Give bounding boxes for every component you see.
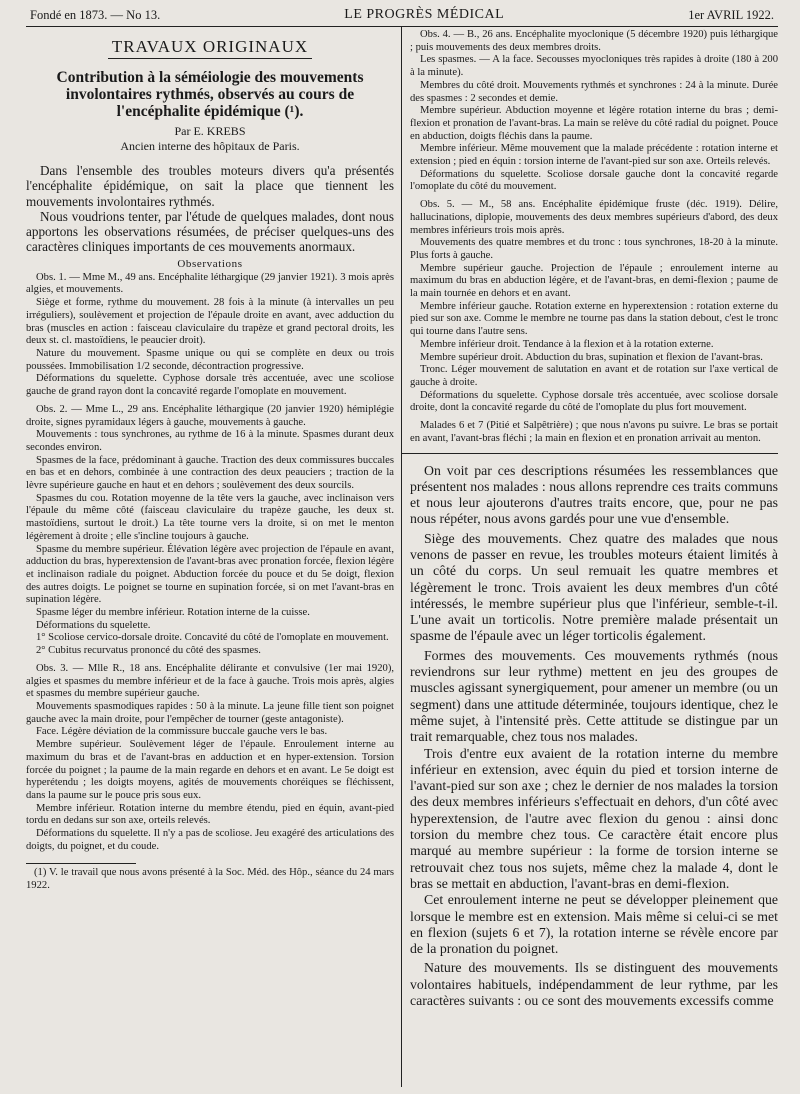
intro-paragraph-1: Dans l'ensemble des troubles moteurs divers qu'a présentés l'encéphalite épidémique, on sait la place que tiennent les mouvements involontaires rythmés. xyxy=(26,163,394,209)
obs5-line: Mouvements des quatre membres et du tronc : tous synchrones, 18-20 à la minute. Plus forts à gauche. xyxy=(410,237,778,261)
author: Par E. KREBS xyxy=(174,124,246,138)
right-column xyxy=(402,27,778,1087)
obs4-line: Membre inférieur. Même mouvement que la malade précédente : rotation interne et extension ; pied en équin : torsion interne de l'avant-pied sur son axe. Orteils relevés. xyxy=(410,143,778,168)
obs4-line: Les spasmes. — A la face. Secousses myocloniques très rapides à droite (180 à 200 à la minute). xyxy=(410,54,778,79)
header-journal-name: LE PROGRÈS MÉDICAL xyxy=(344,7,505,22)
obs2-line: Spasmes du cou. Rotation moyenne de la tête vers la gauche, avec inclinaison vers l'épaule du même côté (faisceau claviculaire du trapèze gauche, les deux st. mastoïdiens, surtout le droit.) La tête tourne vers la droite, si on met le menton légèrement à droite ; elle s'incline toujours à gauche. xyxy=(26,492,394,542)
obs2-line: Spasme du membre supérieur. Élévation légère avec projection de l'épaule en avant, adduction du bras, hyperextension de l'avant-bras avec pronation forcée, flexion légère et inclinaison radiale du poignet. Abduction forcée du pouce et du 5e doigt, flexion des autres doigts. Le poignet se tourne en supination forcée, si on met l'avant-bras en supination légère. xyxy=(26,543,394,606)
obs1-line: Déformations du squelette. Cyphose dorsale très accentuée, avec une scoliose gauche de grand rayon dont la concavité regarde l'omoplate en mouvement. xyxy=(26,373,394,398)
section-divider xyxy=(402,453,778,454)
obs3-line: Mouvements spasmodiques rapides : 50 à la minute. La jeune fille tient son poignet gauche avec la main droite, pour l'empêcher de tourner (geste antagoniste). xyxy=(26,700,394,725)
obs1-line: Siège et forme, rythme du mouvement. 28 fois à la minute (à intervalles un peu irréguliers), soulèvement et projection de l'épaule droite en avant, avec adduction du bras (muscles en action : faisceau claviculaire du trapèze et grand pectoral droits, les deux st. cl. mastoïdiens, le peaucier droit). xyxy=(26,297,394,347)
page-header xyxy=(26,6,778,23)
body-paragraph: Nature des mouvements. Ils se distinguent des mouvements volontaires habituels, indépendamment de leur rythme, par les caractères suivants : ou ce sont des mouvements excessifs comme xyxy=(410,960,778,1008)
obs2-line: 1° Scoliose cervico-dorsale droite. Concavité du côté de l'omoplate en mouvement. xyxy=(36,632,389,644)
obs2-line: 2° Cubitus recurvatus prononcé du côté des spasmes. xyxy=(36,645,261,657)
author-title: Ancien interne des hôpitaux de Paris. xyxy=(120,139,300,153)
obs2-line: Obs. 2. — Mme L., 29 ans. Encéphalite léthargique (20 janvier 1920) hémiplégie droite, signes pyramidaux légers à gauche, mouvements à gauche. xyxy=(26,403,394,428)
body-paragraph: Trois d'entre eux avaient de la rotation interne du membre inférieur en extension, avec équin du pied et torsion interne de l'avant-pied sur son axe ; chez le dernier de nos malades la torsion des deux membres inférieurs s'effectuait en dehors, d'un côté avec hyperextension, de l'autre avec flexion du genou : ainsi donc torsion du membre chez tous. Ce caractère était encore plus marqué au membre supérieur : la forme de torsion interne se retrouvait chez tous nos sujets, même chez la malade 4, dont le bras se mettait en abduction, l'avant-bras en demi-flexion. xyxy=(410,745,778,891)
obs3-line: Membre inférieur. Rotation interne du membre étendu, pied en équin, avant-pied tordu en dedans sur son axe, orteils relevés. xyxy=(26,802,394,827)
obs3-line: Obs. 3. — Mlle R., 18 ans. Encéphalite délirante et convulsive (1er mai 1920), algies et spasmes du membre inférieur et de la face à gauche. Trois mois après, algies et spasmes du membre supérieur gauche. xyxy=(26,662,394,700)
obs5-line: Membre inférieur droit. Tendance à la flexion et à la rotation externe. xyxy=(420,338,714,350)
obs5-line: Obs. 5. — M., 58 ans. Encéphalite épidémique fruste (déc. 1919). Délire, hallucinations, diplopie, mouvements des deux membres supérieurs d'abord, des deux membres inférieurs trois mois après. xyxy=(410,199,778,236)
body-paragraph: Siège des mouvements. Chez quatre des malades que nous venons de passer en revue, les troubles moteurs étaient limités à un côté du corps. Un seul remuait les quatre membres et légèrement le tronc. Trois avaient les deux membres d'un côté intéressés, le membre supérieur plus que l'inférieur, semble-t-il. L'une avait un torticolis. Notre première malade présentait un spasme de l'épaule avec un léger torticolis également. xyxy=(410,530,778,644)
obs5-line: Membre supérieur droit. Abduction du bras, supination et flexion de l'avant-bras. xyxy=(420,351,763,363)
body-paragraph: On voit par ces descriptions résumées les ressemblances que présentent nos malades : nous allons reprendre ces traits communs et nous leur ajouterons d'autres traits encore, que, pour ne pas nous répéter, nous avons gardés pour une vue d'ensemble. xyxy=(410,462,778,527)
obs4-line: Déformations du squelette. Scoliose dorsale gauche dont la concavité regarde l'omoplate du côté du mouvement. xyxy=(410,168,778,193)
columns xyxy=(26,27,778,1087)
footnote-rule xyxy=(26,863,136,864)
obs4-line: Membres du côté droit. Mouvements rythmés et synchrones : 24 à la minute. Durée des spasmes : 2 secondes et demie. xyxy=(410,79,778,104)
obs1-line: Nature du mouvement. Spasme unique ou qui se complète en deux ou trois poussées. Immobilisation 1/2 seconde, décontraction progressive. xyxy=(26,348,394,372)
obs2-line: Mouvements : tous synchrones, au rythme de 16 à la minute. Spasmes durant deux secondes environ. xyxy=(26,429,394,453)
obs3-line: Déformations du squelette. Il n'y a pas de scoliose. Jeu exagéré des articulations des doigts, du poignet, et du coude. xyxy=(26,828,394,852)
malades-6-7: Malades 6 et 7 (Pitié et Salpêtrière) ; que nous n'avons pu suivre. Le bras se portait en avant, l'avant-bras fléchi ; la main en flexion et en pronation arrivait au menton. xyxy=(410,420,778,444)
obs4-line: Obs. 4. — B., 26 ans. Encéphalite myoclonique (5 décembre 1920) puis léthargique ; puis mouvements des deux membres droits. xyxy=(410,29,778,53)
obs2-line: Spasmes de la face, prédominant à gauche. Traction des deux commissures buccales en bas et en dehors, combinée à une contraction des deux peauciers ; traction de la lèvre supérieure gauche en haut et en dehors ; soulèvement des deux sourcils. xyxy=(26,454,394,492)
header-founded: Fondé en 1873. — No 13. xyxy=(30,8,161,22)
obs3-line: Face. Légère déviation de la commissure buccale gauche vers le bas. xyxy=(36,726,328,738)
obs5-line: Membre inférieur gauche. Rotation externe en hyperextension : rotation externe du pied sur son axe. Comme le membre ne tourne pas dans la station debout, c'est le tronc qui tourne dans l'autre sens. xyxy=(410,300,778,338)
obs2-line: Déformations du squelette. xyxy=(36,619,151,631)
observations-heading: Observations xyxy=(177,257,243,270)
obs1-line: Obs. 1. — Mme M., 49 ans. Encéphalite léthargique (29 janvier 1921). 3 mois après algies, et mouvements. xyxy=(26,271,394,296)
obs5-line: Tronc. Léger mouvement de salutation en avant et de rotation sur l'axe vertical de gauche à droite. xyxy=(410,364,778,388)
intro-paragraph-2: Nous voudrions tenter, par l'étude de quelques malades, dont nous apportons les observations résumées, de préciser quelques-uns des caractères cliniques importants de ces mouvements anormaux. xyxy=(26,208,394,255)
body-paragraph: Cet enroulement interne ne peut se développer pleinement que lorsque le membre est en extension. Mais même si celui-ci se met en flexion (sujets 6 et 7), la rotation interne se révèle encore par de la pronation du poignet. xyxy=(410,892,778,957)
body-paragraph: Formes des mouvements. Ces mouvements rythmés (nous reviendrons sur leur rythme) mettent en jeu des groupes de muscles agissant synergiquement, pour amener un membre (ou un segment) dans une attitude déterminée, toujours identique, chez le même sujet, à l'intensité près. Cette attitude se distingue par un trait remarquable, chez tous nos malades. xyxy=(410,647,778,745)
header-date: 1er AVRIL 1922. xyxy=(688,8,774,22)
left-column xyxy=(26,27,402,1087)
footnote: (1) V. le travail que nous avons présenté à la Soc. Méd. des Hôp., séance du 24 mars 1922. xyxy=(26,867,394,892)
article-title: Contribution à la séméiologie des mouvements involontaires rythmés, observés au cours de l'encéphalite épidémique (¹). xyxy=(56,69,364,120)
obs5-line: Membre supérieur gauche. Projection de l'épaule ; enroulement interne au maximum du bras en abduction légère, et de l'avant-bras, en demi-flexion ; paume de la main tournée en dehors et en avant. xyxy=(410,262,778,300)
obs3-line: Membre supérieur. Soulèvement léger de l'épaule. Enroulement interne au maximum du bras et de l'avant-bras en adduction et en hyper-extension. Torsion forcée du poignet ; la paume de la main regarde en dehors et en avant. Le 5e doigt est hyperétendu ; les doigts moyens, agités de mouvements choréiques se fléchissent, dans la paume sur le pouce pris sous eux. xyxy=(26,739,394,801)
obs4-line: Membre supérieur. Abduction moyenne et légère rotation interne du bras ; demi-flexion et pronation de l'avant-bras. La main se relève du côté radial du poignet. Pouce en abduction, doigts fléchis dans la paume. xyxy=(410,105,778,142)
obs2-line: Spasme léger du membre inférieur. Rotation interne de la cuisse. xyxy=(36,607,310,619)
section-title: TRAVAUX ORIGINAUX xyxy=(26,37,394,59)
obs5-line: Déformations du squelette. Cyphose dorsale très accentuée, avec scoliose dorsale droite, dont la concavité regarde du côté de l'omoplate du plus fort mouvement. xyxy=(410,389,778,414)
